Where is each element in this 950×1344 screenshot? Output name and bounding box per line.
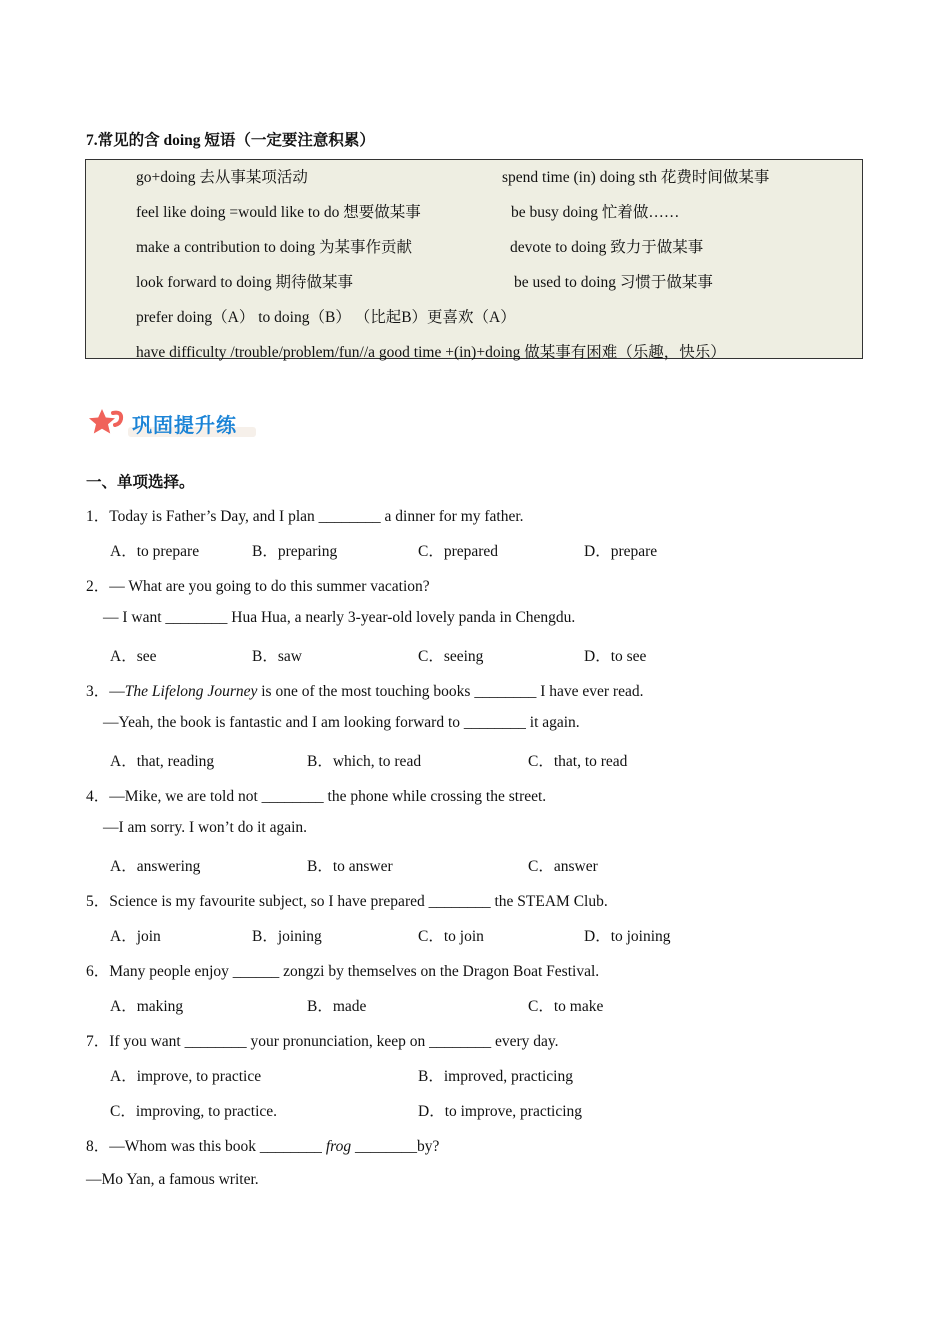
q5-stem: 5．Science is my favourite subject, so I have prepared ________ the STEAM Club. bbox=[86, 893, 608, 910]
phrase-left-2: feel like doing =would like to do 想要做某事 bbox=[136, 204, 421, 221]
q4-line2: —I am sorry. I won’t do it again. bbox=[103, 819, 308, 836]
q2-option-a: A．see bbox=[110, 648, 157, 665]
q1-option-a: A．to prepare bbox=[110, 543, 200, 560]
q7-stem: 7．If you want ________ your pronunciation, keep on ________ every day. bbox=[86, 1033, 559, 1050]
q4-option-b: B．to answer bbox=[307, 858, 393, 875]
star-icon bbox=[88, 407, 128, 437]
q4-option-a: A．answering bbox=[110, 858, 201, 875]
q8-book-title: frog bbox=[325, 1138, 352, 1155]
q3-option-c: C．that, to read bbox=[528, 753, 628, 770]
phrase-full-2: have difficulty /trouble/problem/fun//a good time +(in)+doing 做某事有困难（乐趣，快乐） bbox=[136, 344, 726, 361]
phrase-left-1: go+doing 去从事某项活动 bbox=[136, 169, 308, 186]
badge-label: 巩固提升练 bbox=[132, 413, 237, 437]
q5-option-d: D．to joining bbox=[584, 928, 671, 945]
q8-line2: —Mo Yan, a famous writer. bbox=[86, 1171, 259, 1188]
q4-option-c: C．answer bbox=[528, 858, 598, 875]
phrase-left-3: make a contribution to doing 为某事作贡献 bbox=[136, 239, 412, 256]
phrase-right-4: be used to doing 习惯于做某事 bbox=[514, 274, 713, 291]
q3-stem-rest: is one of the most touching books ________ I have ever read. bbox=[257, 683, 644, 700]
q5-option-c: C．to join bbox=[418, 928, 484, 945]
phrase-full-1: prefer doing（A） to doing（B） （比起B）更喜欢（A） bbox=[136, 309, 516, 326]
q2-option-b: B．saw bbox=[252, 648, 302, 665]
q1-option-b: B．preparing bbox=[252, 543, 338, 560]
q3-option-b: B．which, to read bbox=[307, 753, 422, 770]
phrase-left-4: look forward to doing 期待做某事 bbox=[136, 274, 353, 291]
q7-option-b: B．improved, practicing bbox=[418, 1068, 573, 1085]
q2-option-c: C．seeing bbox=[418, 648, 484, 665]
q7-option-a: A．improve, to practice bbox=[110, 1068, 262, 1085]
q1-option-c: C．prepared bbox=[418, 543, 499, 560]
q3-number: 3．— bbox=[86, 683, 125, 700]
q6-option-c: C．to make bbox=[528, 998, 604, 1015]
q1-stem: 1．Today is Father’s Day, and I plan ________ a dinner for my father. bbox=[86, 508, 524, 525]
q4-stem: 4．—Mike, we are told not ________ the phone while crossing the street. bbox=[86, 788, 547, 805]
q3-book-title: The Lifelong Journey bbox=[124, 683, 258, 700]
phrase-box bbox=[85, 159, 863, 359]
part-title: 一、单项选择。 bbox=[86, 474, 195, 491]
q6-stem: 6．Many people enjoy ______ zongzi by themselves on the Dragon Boat Festival. bbox=[86, 963, 600, 980]
phrase-right-2: be busy doing 忙着做…… bbox=[511, 204, 680, 221]
q7-option-c: C．improving, to practice. bbox=[110, 1103, 278, 1120]
q7-option-d: D．to improve, practicing bbox=[418, 1103, 582, 1120]
q1-option-d: D．prepare bbox=[584, 543, 658, 560]
q5-option-b: B．joining bbox=[252, 928, 322, 945]
q8-stem-pre: 8．—Whom was this book ________ bbox=[86, 1138, 326, 1155]
phrase-right-3: devote to doing 致力于做某事 bbox=[510, 239, 704, 256]
q3-line2: —Yeah, the book is fantastic and I am looking forward to ________ it again. bbox=[103, 714, 580, 731]
q2-option-d: D．to see bbox=[584, 648, 647, 665]
q3-option-a: A．that, reading bbox=[110, 753, 215, 770]
q5-option-a: A．join bbox=[110, 928, 161, 945]
q8-stem bbox=[86, 1134, 439, 1156]
q3-stem bbox=[86, 679, 643, 701]
q6-option-b: B．made bbox=[307, 998, 367, 1015]
phrase-right-1: spend time (in) doing sth 花费时间做某事 bbox=[502, 169, 770, 186]
q2-stem: 2．— What are you going to do this summer vacation? bbox=[86, 578, 430, 595]
q8-stem-post: ________by? bbox=[351, 1138, 440, 1155]
q2-line2: — I want ________ Hua Hua, a nearly 3-year-old lovely panda in Chengdu. bbox=[103, 609, 576, 626]
q6-option-a: A．making bbox=[110, 998, 184, 1015]
section-title: 7.常见的含 doing 短语（一定要注意积累） bbox=[86, 132, 375, 149]
